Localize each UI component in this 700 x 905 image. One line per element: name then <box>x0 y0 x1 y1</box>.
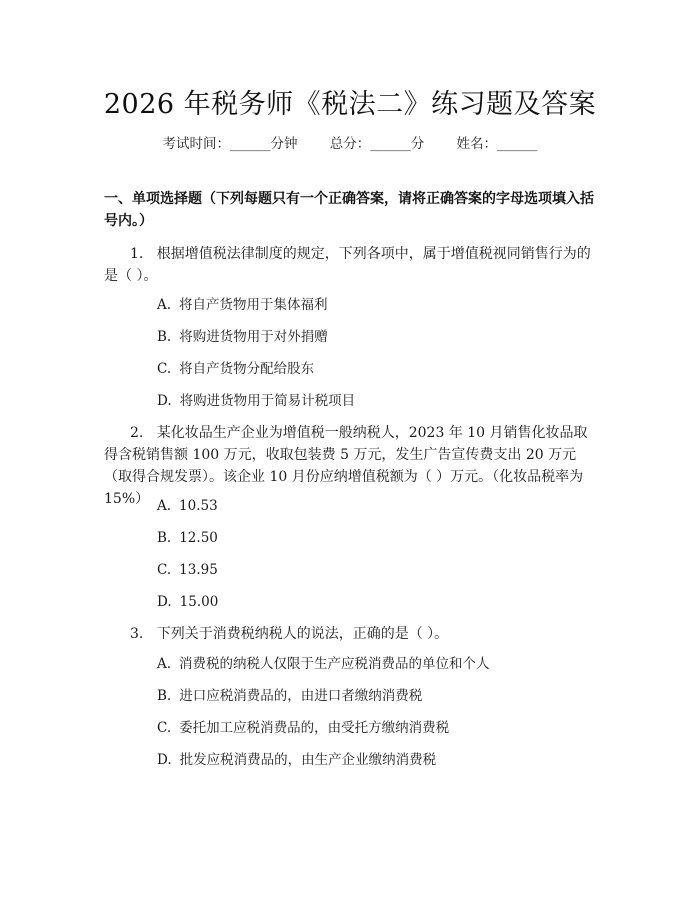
option-label: C. <box>157 562 172 578</box>
option-label: D. <box>157 752 172 768</box>
option-text: 将自产货物用于集体福利 <box>179 297 328 313</box>
option-label: B. <box>157 688 172 704</box>
option-2c <box>157 560 597 580</box>
question-1 <box>104 243 600 287</box>
question-number: 1. <box>130 246 144 262</box>
question-body: 下列关于消费税纳税人的说法，正确的是（ ）。 <box>156 626 449 642</box>
question-body: 根据增值税法律制度的规定，下列各项中，属于增值税视同销售行为的是（ ）。 <box>104 246 591 284</box>
option-1d <box>157 391 597 411</box>
option-label: D. <box>157 594 172 610</box>
option-1a <box>157 295 597 315</box>
option-text: 将自产货物分配给股东 <box>179 361 315 377</box>
question-body: 某化妆品生产企业为增值税一般纳税人，2023 年 10 月销售化妆品取得含税销售额 100 万元，收取包装费 5 万元，发生广告宣传费支出 20 万元（取得合规发票）。该企业 10 月份应纳增值税额为（ ）万元。（化妆品税率为 15%） <box>104 425 588 507</box>
option-text: 消费税的纳税人仅限于生产应税消费品的单位和个人 <box>179 656 490 672</box>
question-number: 3. <box>130 626 144 642</box>
option-3c <box>157 718 597 738</box>
exam-time-field: 考试时间：______分钟 <box>162 136 298 152</box>
option-3a <box>157 654 597 674</box>
option-text: 10.53 <box>179 498 218 514</box>
option-label: D. <box>157 393 172 409</box>
option-text: 将购进货物用于简易计税项目 <box>179 393 356 409</box>
option-label: B. <box>157 329 172 345</box>
document-title: 2026 年税务师《税法二》练习题及答案 <box>103 89 597 120</box>
exam-score-field: 总分：______分 <box>329 136 425 152</box>
question-number: 2. <box>130 425 144 441</box>
option-text: 批发应税消费品的，由生产企业缴纳消费税 <box>179 752 437 768</box>
option-text: 13.95 <box>179 562 218 578</box>
option-2b <box>157 528 597 548</box>
option-text: 委托加工应税消费品的，由受托方缴纳消费税 <box>179 720 450 736</box>
question-3 <box>104 623 600 645</box>
option-2d <box>157 592 597 612</box>
question-text <box>104 243 600 287</box>
option-text: 将购进货物用于对外捐赠 <box>179 329 328 345</box>
option-label: A. <box>157 656 172 672</box>
option-3b <box>157 686 597 706</box>
option-2a <box>157 496 597 516</box>
option-label: A. <box>157 498 172 514</box>
option-1c <box>157 359 597 379</box>
option-label: A. <box>157 297 172 313</box>
option-label: C. <box>157 361 172 377</box>
option-text: 15.00 <box>179 594 219 610</box>
option-text: 12.50 <box>179 530 218 546</box>
option-1b <box>157 327 597 347</box>
section-heading: 一、单项选择题（下列每题只有一个正确答案，请将正确答案的字母选项填入括号内。） <box>104 191 594 229</box>
option-text: 进口应税消费品的，由进口者缴纳消费税 <box>179 688 423 704</box>
option-label: B. <box>157 530 172 546</box>
question-text <box>104 623 600 645</box>
exam-meta <box>0 132 700 152</box>
option-label: C. <box>157 720 172 736</box>
option-3d <box>157 750 597 770</box>
exam-name-field: 姓名：______ <box>456 136 538 152</box>
